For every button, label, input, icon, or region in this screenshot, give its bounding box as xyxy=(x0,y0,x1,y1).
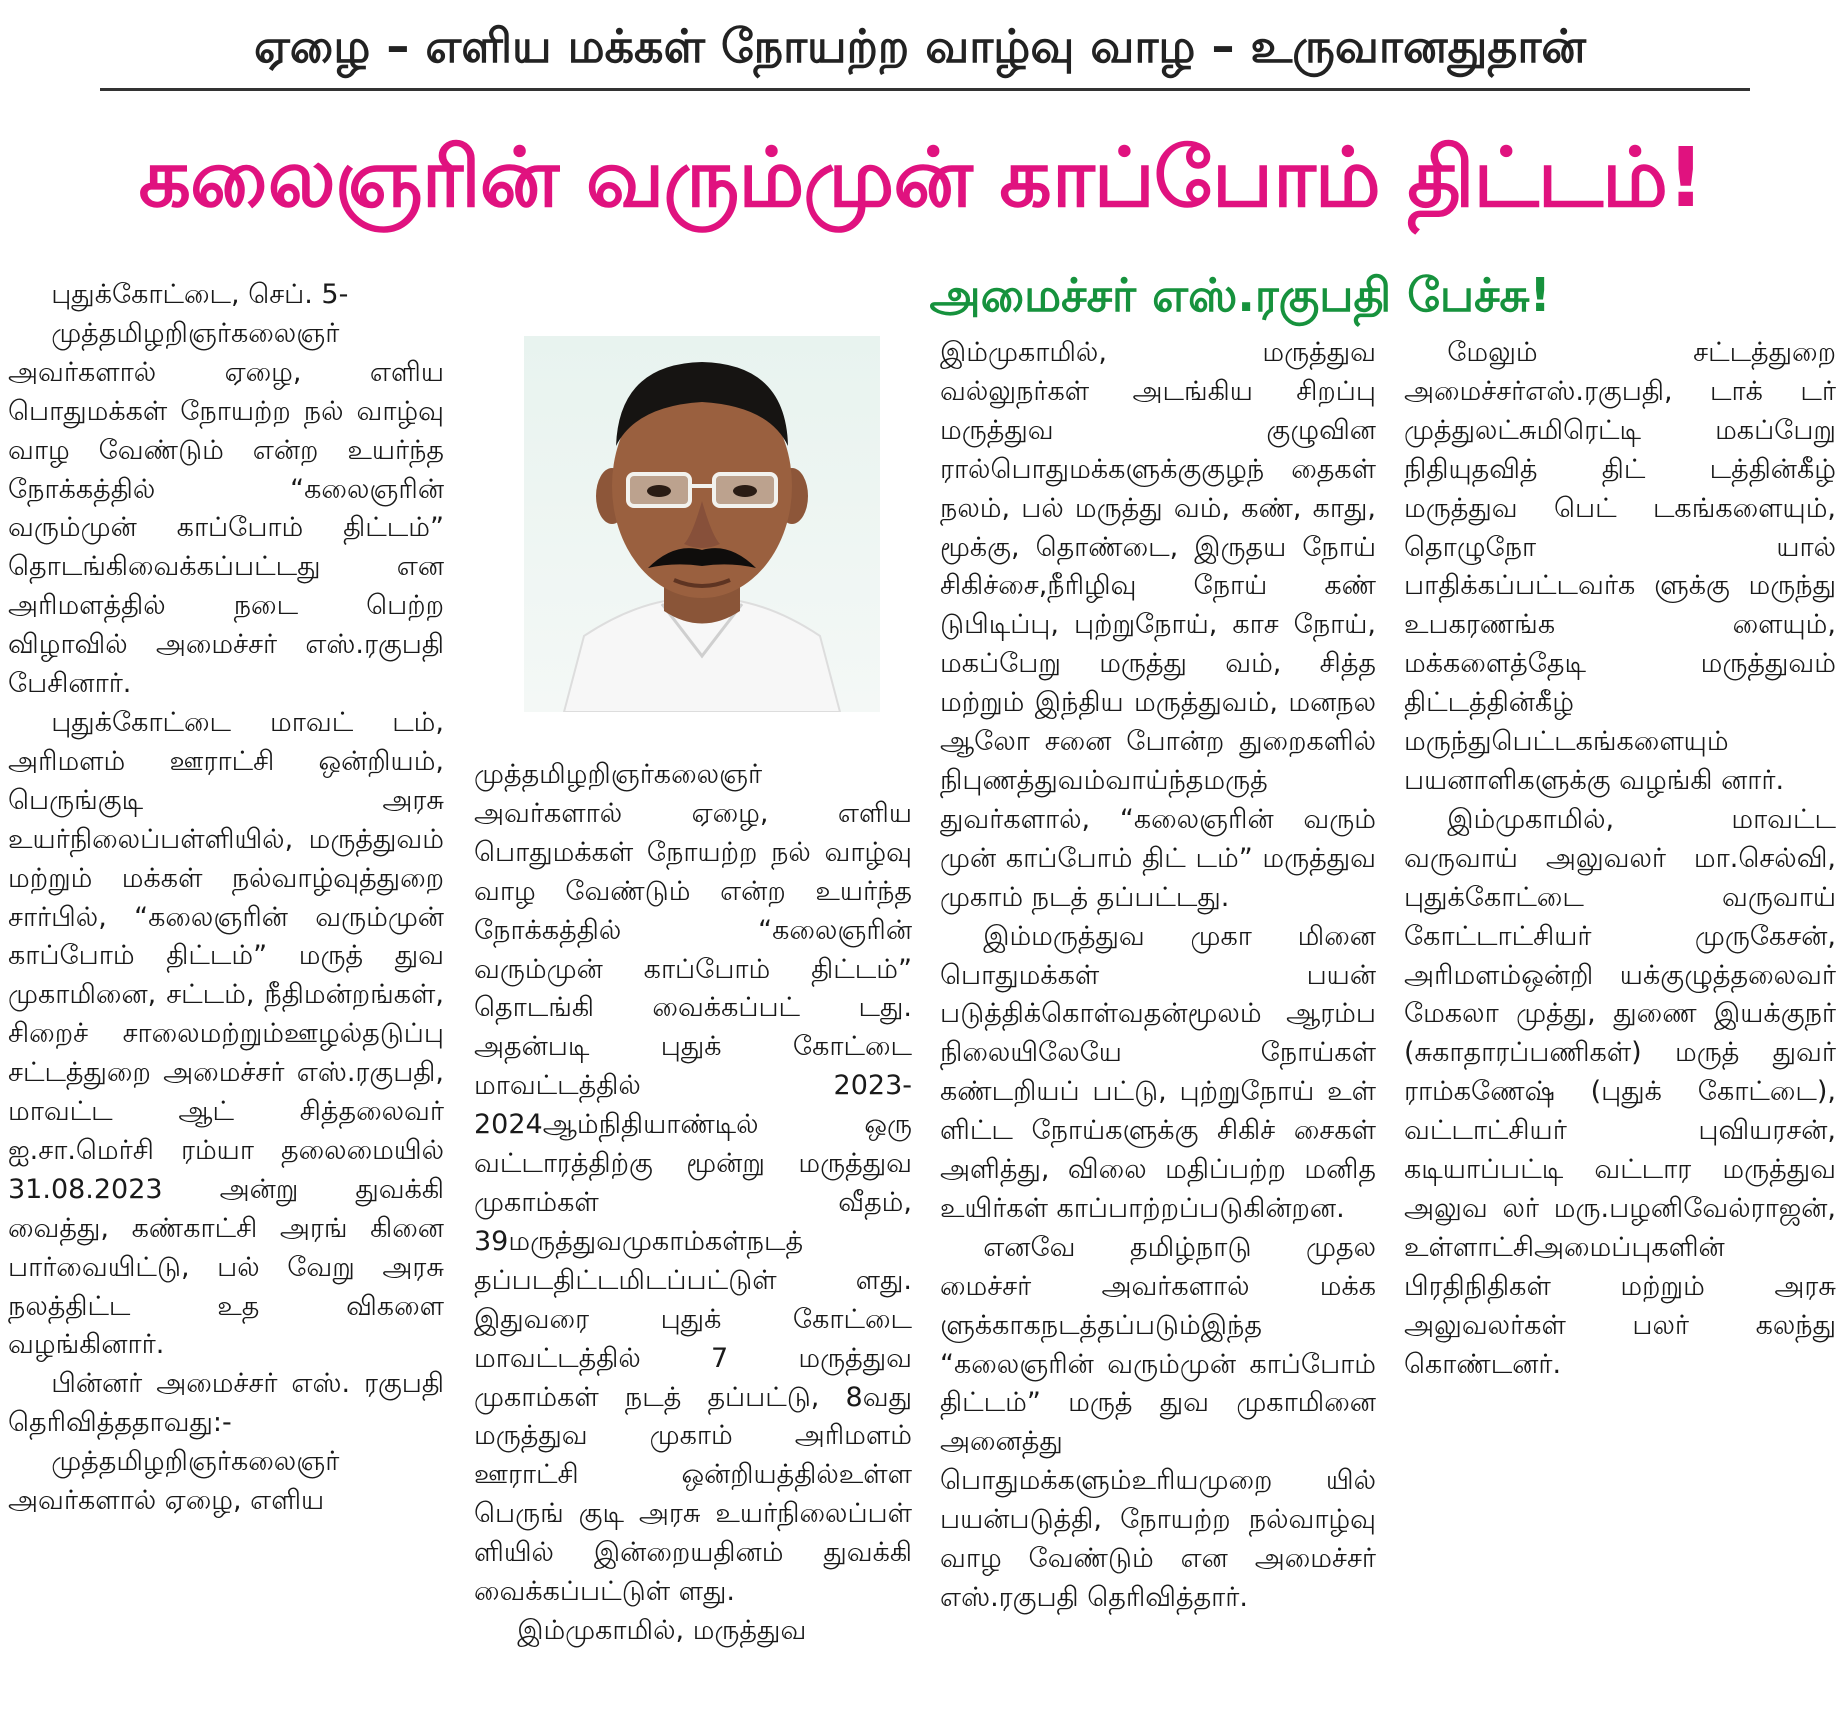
article-paragraph: எனவே தமிழ்நாடு முதல மைச்சர் அவர்களால் மக்க ளுக்காகநடத்தப்படும்இந்த “கலைஞரின் வரும்முன் காப்போம் திட்டம்” மருத் துவ முகாமினை அனைத்து பொதுமக்களும்உரியமுறை யில் பயன்படுத்தி, நோயற்ற நல்வாழ்வு வாழ வேண்டும் என அமைச்சர் எஸ்.ரகுபதி தெரிவித்தார். xyxy=(940,1231,1376,1613)
article-paragraph: பின்னர் அமைச்சர் எஸ். ரகுபதி தெரிவித்ததாவது:- xyxy=(8,1368,444,1439)
minister-photo xyxy=(524,336,880,712)
subheadline: அமைச்சர் எஸ்.ரகுபதி பேச்சு! xyxy=(929,268,1551,322)
article-paragraph: முத்தமிழறிஞர்கலைஞர் அவர்களால் ஏழை, எளிய பொதுமக்கள் நோயற்ற நல் வாழ்வு வாழ வேண்டும் என்ற உயர்ந்த நோக்கத்தில் “கலைஞரின் வரும்முன் காப்போம் திட்டம்” தொடங்கிவைக்கப்பட்டது என அரிமளத்தில் நடை பெற்ற விழாவில் அமைச்சர் எஸ்.ரகுபதி பேசினார். xyxy=(8,317,444,700)
main-headline: கலைஞரின் வரும்முன் காப்போம் திட்டம்! xyxy=(138,131,1704,226)
article-paragraph: மேலும் சட்டத்துறை அமைச்சர்எஸ்.ரகுபதி, டாக் டர் முத்துலட்சுமிரெட்டி மகப்பேறு நிதியுதவித் திட் டத்தின்கீழ் மருத்துவ பெட் டகங்களையும், தொழுநோ யால் பாதிக்கப்பட்டவர்க ளுக்கு மருந்து உபகரணங்க ளையும், மக்களைத்தேடி மருத்துவம் திட்டத்தின்கீழ் மருந்துபெட்டகங்களையும் பயனாளிகளுக்கு வழங்கி னார். xyxy=(1404,337,1836,796)
article-paragraph: முத்தமிழறிஞர்கலைஞர் அவர்களால் ஏழை, எளிய பொதுமக்கள் நோயற்ற நல் வாழ்வு வாழ வேண்டும் என்ற உயர்ந்த நோக்கத்தில் “கலைஞரின் வரும்முன் காப்போம் திட்டம்” தொடங்கி வைக்கப்பட் டது. அதன்படி புதுக் கோட்டை மாவட்டத்தில் 2023-2024ஆம்நிதியாண்டில் ஒரு வட்டாரத்திற்கு மூன்று மருத்துவ முகாம்கள் வீதம், 39மருத்துவமுகாம்கள்நடத் தப்படதிட்டமிடப்பட்டுள் ளது. இதுவரை புதுக் கோட்டை மாவட்டத்தில் 7 மருத்துவ முகாம்கள் நடத் தப்பட்டு, 8வது மருத்துவ முகாம் அரிமளம் ஊராட்சி ஒன்றியத்தில்உள்ள பெருங் குடி அரசு உயர்நிலைப்பள் ளியில் இன்றையதினம் துவக்கி வைக்கப்பட்டுள் ளது. xyxy=(474,759,912,1608)
article-column-3 xyxy=(940,334,1376,1728)
article-column-2 xyxy=(474,756,912,1728)
article-paragraph: முத்தமிழறிஞர்கலைஞர் அவர்களால் ஏழை, எளிய xyxy=(8,1446,340,1517)
article-column-1 xyxy=(8,276,444,1728)
article-paragraph: இம்முகாமில், மருத்துவ வல்லுநர்கள் அடங்கிய சிறப்பு மருத்துவ குழுவின ரால்பொதுமக்களுக்குகுழந் தைகள் நலம், பல் மருத்து வம், கண், காது, மூக்கு, தொண்டை, இருதய நோய் சிகிச்சை,நீரிழிவு நோய் கண் டுபிடிப்பு, புற்றுநோய், காச நோய், மகப்பேறு மருத்து வம், சித்த மற்றும் இந்திய மருத்துவம், மனநல ஆலோ சனை போன்ற துறைகளில் நிபுணத்துவம்வாய்ந்தமருத் துவர்களால், “கலைஞரின் வரும் முன் காப்போம் திட் டம்” மருத்துவ முகாம் நடத் தப்பட்டது. xyxy=(940,337,1376,913)
article-paragraph: இம்மருத்துவ முகா மினை பொதுமக்கள் பயன் படுத்திக்கொள்வதன்மூலம் ஆரம்ப நிலையிலேயே நோய்கள் கண்டறியப் பட்டு, புற்றுநோய் உள் ளிட்ட நோய்களுக்கு சிகிச் சைகள் அளித்து, விலை மதிப்பற்ற மனித உயிர்கள் காப்பாற்றப்படுகின்றன. xyxy=(940,920,1376,1224)
portrait-photo-icon xyxy=(524,336,880,712)
article-paragraph: இம்முகாமில், மருத்துவ xyxy=(517,1614,807,1646)
article-column-4 xyxy=(1404,334,1836,1728)
header-rule xyxy=(100,88,1750,91)
kicker-headline: ஏழை – எளிய மக்கள் நோயற்ற வாழ்வு வாழ – உருவானதுதான் xyxy=(254,19,1586,73)
article-paragraph: புதுக்கோட்டை மாவட் டம், அரிமளம் ஊராட்சி ஒன்றியம், பெருங்குடி அரசு உயர்நிலைப்பள்ளியில், மருத்துவம் மற்றும் மக்கள் நல்வாழ்வுத்துறை சார்பில், “கலைஞரின் வரும்முன் காப்போம் திட்டம்” மருத் துவ முகாமினை, சட்டம், நீதிமன்றங்கள், சிறைச் சாலைமற்றும்ஊழல்தடுப்பு சட்டத்துறை அமைச்சர் எஸ்.ரகுபதி, மாவட்ட ஆட் சித்தலைவர் ஐ.சா.மெர்சி ரம்யா தலைமையில் 31.08.2023 அன்று துவக்கி வைத்து, கண்காட்சி அரங் கினை பார்வையிட்டு, பல் வேறு அரசு நலத்திட்ட உத விகளை வழங்கினார். xyxy=(8,706,444,1361)
dateline: புதுக்கோட்டை, செப். 5- xyxy=(51,279,349,310)
article-paragraph: இம்முகாமில், மாவட்ட வருவாய் அலுவலர் மா.செல்வி, புதுக்கோட்டை வருவாய் கோட்டாட்சியர் முருகேசன், அரிமளம்ஒன்றி யக்குழுத்தலைவர் மேகலா முத்து, துணை இயக்குநர் (சுகாதாரப்பணிகள்) மருத் துவர் ராம்கணேஷ் (புதுக் கோட்டை), வட்டாட்சியர் புவியரசன், கடியாப்பட்டி வட்டார மருத்துவ அலுவ லர் மரு.பழனிவேல்ராஜன், உள்ளாட்சிஅமைப்புகளின் பிரதிநிதிகள் மற்றும் அரசு அலுவலர்கள் பலர் கலந்து கொண்டனர். xyxy=(1404,803,1836,1380)
